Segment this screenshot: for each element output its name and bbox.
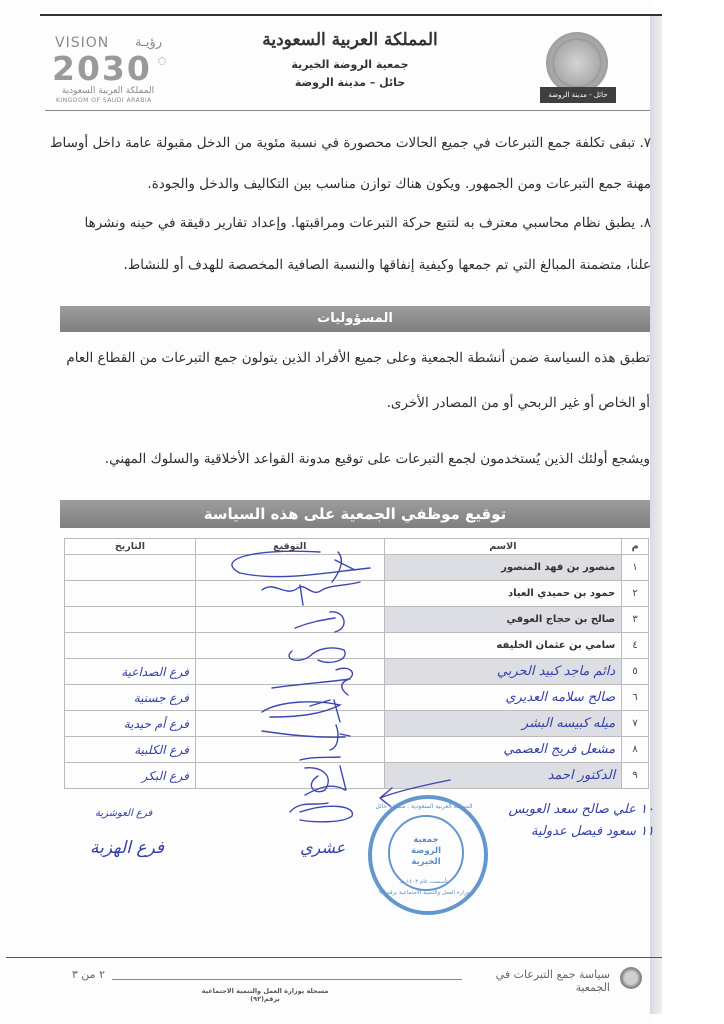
footer-divider (6, 957, 662, 958)
row-num: ٤ (622, 633, 649, 659)
item-8-line-1 (85, 215, 652, 231)
row-date (65, 763, 196, 789)
handwritten-name: دائم ماجد كبيد الحربي (496, 664, 616, 679)
association-location: حائل – مدينة الروضة (294, 76, 406, 89)
row-name (384, 763, 622, 789)
extra-row-11-signature: عشري (300, 838, 346, 857)
vision-2030-logo (50, 35, 165, 105)
row-date (65, 685, 196, 711)
vision-year: 2030 (52, 49, 152, 88)
vision-kingdom-en: KINGDOM OF SAUDI ARABIA (56, 97, 152, 104)
extra-row-11 (531, 824, 654, 839)
handwritten-branch: فرع الكلبية (134, 742, 189, 757)
stamp-arc-text: المملكة العربية السعودية . منطقة حائل (375, 803, 473, 810)
row-name (384, 711, 622, 737)
header-divider (45, 110, 650, 111)
item-7-line-1 (50, 135, 651, 151)
table-row (65, 581, 649, 607)
extra-row-name: علي صالح سعد العويس (508, 802, 636, 817)
table-row (65, 607, 649, 633)
stamp-name-line-2: الروضة (410, 846, 442, 856)
row-date (65, 737, 196, 763)
row-num: ١ (622, 555, 649, 581)
handwritten-name: ميله كبيسه البشر (521, 716, 616, 731)
extra-row-11-branch: فرع الهزبة (90, 838, 165, 858)
row-num: ٢ (622, 581, 649, 607)
signatures-table (64, 538, 649, 789)
item-7-line-2: مهنة جمع التبرعات ومن الجمهور. ويكون هناك توازن مناسب بين التكاليف والدخل والجودة. (147, 176, 651, 192)
row-name (384, 737, 622, 763)
footer-line (112, 979, 462, 980)
stamp-established: تأسست عام ١٤٠٣ هـ (399, 879, 449, 885)
association-logo (540, 32, 616, 108)
row-date (65, 581, 196, 607)
table-row (65, 711, 649, 737)
handwritten-name: الدكتور احمد (547, 768, 616, 783)
stamp-name-line-1: جمعية (413, 835, 439, 845)
responsibilities-para-2: أو الخاص أو غير الربحي أو من المصادر الأخرى. (386, 395, 650, 411)
item-number: ٨. (639, 215, 651, 231)
row-signature (195, 711, 384, 737)
row-num: ٨ (622, 737, 649, 763)
row-name (384, 685, 622, 711)
item-8-line-2: علنا، متضمنة المبالغ التي تم جمعها وكيفية إنفاقها والنسبة الصافية المخصصة للهدف أو للنشاط. (123, 257, 651, 273)
footer-title: سياسة جمع التبرعات في الجمعية (495, 968, 610, 994)
stamp-name-line-3: الخيرية (411, 857, 441, 867)
palm-emblem-icon (158, 57, 166, 65)
logo-plate: حائل - مدينة الروضة (540, 87, 616, 103)
item-text: يطبق نظام محاسبي معترف به لتتبع حركة التبرعات ومراقبتها. وإعداد تقارير دقيقة في حينه ونشرها (84, 215, 636, 231)
table-row (65, 763, 649, 789)
item-number: ٧. (639, 135, 651, 151)
vision-label-en: VISION (55, 35, 110, 51)
extra-row-num: ١٠ (640, 802, 654, 817)
extra-row-name: سعود فيصل عدولية (530, 824, 636, 839)
scan-margin (662, 0, 724, 1024)
top-rule (40, 14, 662, 16)
row-name: سامي بن عثمان الخليفه (384, 633, 622, 659)
letterhead (260, 30, 440, 89)
table-row (65, 737, 649, 763)
row-num: ٣ (622, 607, 649, 633)
row-signature (195, 659, 384, 685)
vision-kingdom-ar: المملكة العربية السعودية (61, 86, 155, 96)
row-date (65, 711, 196, 737)
stamp-name (390, 835, 462, 868)
handwritten-branch: فرع أم حيدية (123, 716, 189, 731)
row-name: صالح بن حجاج العوفي (384, 607, 622, 633)
table-row (65, 659, 649, 685)
row-num: ٦ (622, 685, 649, 711)
row-name: منصور بن فهد المنصور (384, 555, 622, 581)
handwritten-name: صالح سلامه العديري (505, 690, 616, 705)
kingdom-title: المملكة العربية السعودية (262, 30, 438, 50)
row-signature (195, 607, 384, 633)
extra-row-10-branch: فرع العوشزية (95, 808, 153, 819)
row-signature (195, 685, 384, 711)
row-date (65, 555, 196, 581)
camel-emblem-icon (554, 40, 600, 86)
table-row (65, 633, 649, 659)
stamp-registration: وزارة العمل والتنمية الاجتماعية برقم ٩٢ (378, 890, 470, 896)
row-date (65, 607, 196, 633)
footer-registration: مسجلة بوزارة العمل والتنمية الاجتماعية برقم(٩٢) (201, 987, 329, 1003)
official-stamp (368, 795, 488, 915)
col-header-name: الاسم (384, 539, 622, 555)
handwritten-name: مشعل فريج العصمي (503, 742, 616, 757)
responsibilities-para-3: ويشجع أولئك الذين يُستخدمون لجمع التبرعات على توقيع مدونة القواعد الأخلاقية والسلوك المهني. (104, 451, 650, 467)
row-num: ٥ (622, 659, 649, 685)
row-signature (195, 633, 384, 659)
row-date (65, 659, 196, 685)
row-signature (195, 763, 384, 789)
item-text: تبقى تكلفة جمع التبرعات في جميع الحالات محصورة في نسبة مئوية من الدخل مقبولة عامة داخل أوساط (49, 135, 636, 151)
row-num: ٧ (622, 711, 649, 737)
footer-logo-icon (620, 967, 642, 989)
col-header-date: التاريخ (65, 539, 196, 555)
col-header-signature: التوقيع (195, 539, 384, 555)
row-name (384, 659, 622, 685)
responsibilities-para-1: تطبق هذه السياسة ضمن أنشطة الجمعية وعلى جميع الأفراد الذين يتولون جمع التبرعات من القطاع العام (66, 350, 650, 366)
extra-row-10 (509, 802, 655, 817)
table-header-row (65, 539, 649, 555)
row-name: حمود بن حميدي العياد (384, 581, 622, 607)
handwritten-branch: فرع البكر (141, 768, 189, 783)
table-row (65, 555, 649, 581)
association-name: جمعية الروضة الخيرية (291, 58, 409, 71)
responsibilities-heading: المسؤوليات (60, 306, 650, 332)
page-number: ٢ من ٣ (71, 968, 105, 981)
page-edge-shadow (650, 14, 662, 1014)
handwritten-branch: فرع الصداعية (121, 664, 189, 679)
extra-row-num: ١١ (640, 824, 654, 839)
row-date (65, 633, 196, 659)
row-signature (195, 737, 384, 763)
signatures-heading: توقيع موظفي الجمعية على هذه السياسة (60, 500, 650, 528)
row-signature (195, 581, 384, 607)
vision-label-ar: رؤيـة (135, 35, 162, 50)
col-header-num: م (622, 539, 649, 555)
table-row (65, 685, 649, 711)
row-num: ٩ (622, 763, 649, 789)
row-signature (195, 555, 384, 581)
handwritten-branch: فرع جسنية (133, 690, 189, 705)
